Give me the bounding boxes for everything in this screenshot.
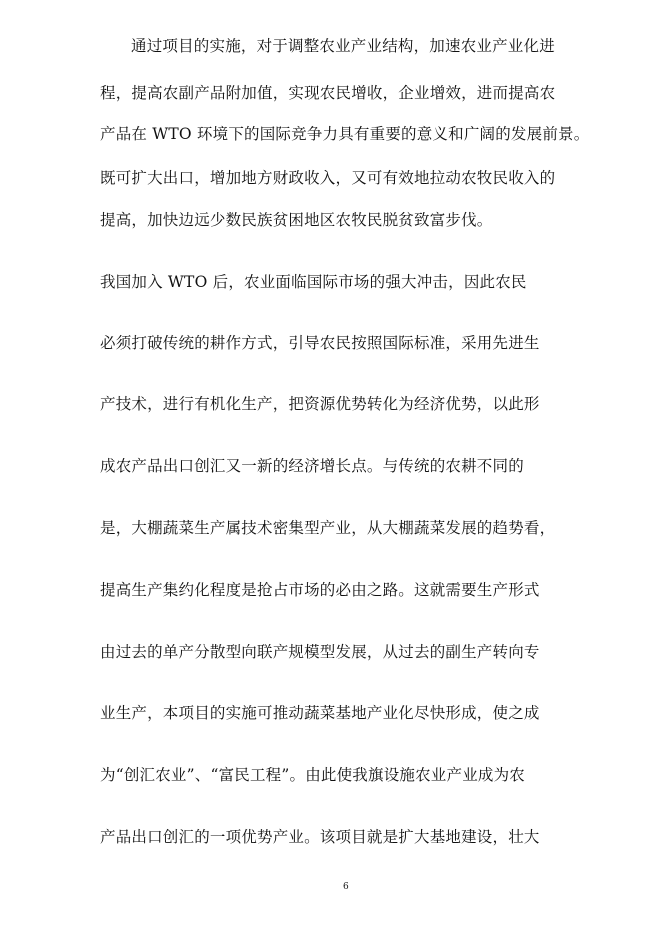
paragraph-2-line-3: 产技术，进行有机化生产，把资源优势转化为经济优势，以此形 bbox=[100, 395, 540, 413]
paragraph-1-line-2: 程，提高农副产品附加值，实现农民增收，企业增效，进而提高农 bbox=[100, 84, 556, 102]
paragraph-2-line-5: 是，大棚蔬菜生产属技术密集型产业，从大棚蔬菜发展的趋势看， bbox=[100, 519, 556, 537]
paragraph-1-line-1: 通过项目的实施，对于调整农业产业结构，加速农业产业化进 bbox=[131, 37, 555, 55]
paragraph-2-line-9: 为“创汇农业”、“富民工程”。由此使我旗设施农业产业成为农 bbox=[100, 766, 525, 784]
paragraph-2-line-1: 我国加入 WTO 后，农业面临国际市场的强大冲击，因此农民 bbox=[100, 273, 527, 291]
paragraph-2-line-8: 业生产，本项目的实施可推动蔬菜基地产业化尽快形成，使之成 bbox=[100, 704, 540, 722]
paragraph-2-line-10: 产品出口创汇的一项优势产业。该项目就是扩大基地建设，壮大 bbox=[100, 828, 540, 846]
paragraph-2-line-4: 成农产品出口创汇又一新的经济增长点。与传统的农耕不同的 bbox=[100, 457, 524, 475]
paragraph-2-line-6: 提高生产集约化程度是抢占市场的必由之路。这就需要生产形式 bbox=[100, 581, 540, 599]
paragraph-1-line-5: 提高，加快边远少数民族贫困地区农牧民脱贫致富步伐。 bbox=[100, 211, 493, 229]
paragraph-2-line-2: 必须打破传统的耕作方式，引导农民按照国际标准，采用先进生 bbox=[100, 334, 540, 352]
paragraph-1-line-4: 既可扩大出口，增加地方财政收入，又可有效地拉动农牧民收入的 bbox=[100, 169, 556, 187]
paragraph-1-line-3: 产品在 WTO 环境下的国际竞争力具有重要的意义和广阔的发展前景。 bbox=[100, 125, 590, 143]
page-number: 6 bbox=[343, 882, 349, 892]
paragraph-2-line-7: 由过去的单产分散型向联产规模型发展，从过去的副生产转向专 bbox=[100, 643, 540, 661]
